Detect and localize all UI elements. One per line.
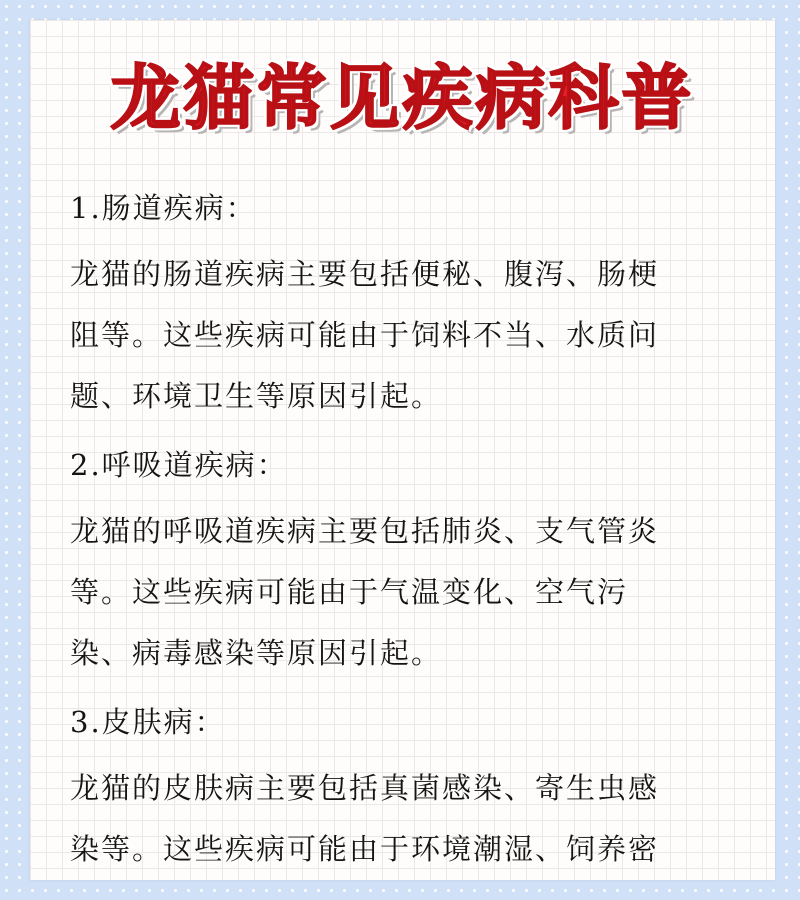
paragraph-line: 染等。这些疾病可能由于环境潮湿、饲养密	[70, 832, 660, 866]
paragraph-line: 题、环境卫生等原因引起。	[70, 379, 443, 413]
page-title: 龙猫常见疾病科普	[110, 57, 695, 139]
article-body	[70, 190, 760, 900]
paragraph-line: 龙猫的皮肤病主要包括真菌感染、寄生虫感	[70, 771, 660, 805]
paragraph-line: 阻等。这些疾病可能由于饲料不当、水质问	[70, 318, 660, 352]
section-intestinal	[70, 190, 760, 427]
section-respiratory	[70, 447, 760, 684]
paragraph-line: 染、病毒感染等原因引起。	[70, 636, 443, 670]
section-skin	[70, 704, 760, 880]
section-heading: 1.肠道疾病：	[70, 191, 257, 225]
paragraph-line: 等。这些疾病可能由于气温变化、空气污	[70, 575, 629, 609]
paragraph-line: 龙猫的呼吸道疾病主要包括肺炎、支气管炎	[70, 514, 660, 548]
note-paper	[30, 20, 775, 880]
paragraph-line: 龙猫的肠道疾病主要包括便秘、腹泻、肠梗	[70, 257, 660, 291]
section-heading: 2.呼吸道疾病：	[70, 448, 288, 482]
section-heading: 3.皮肤病：	[70, 705, 226, 739]
